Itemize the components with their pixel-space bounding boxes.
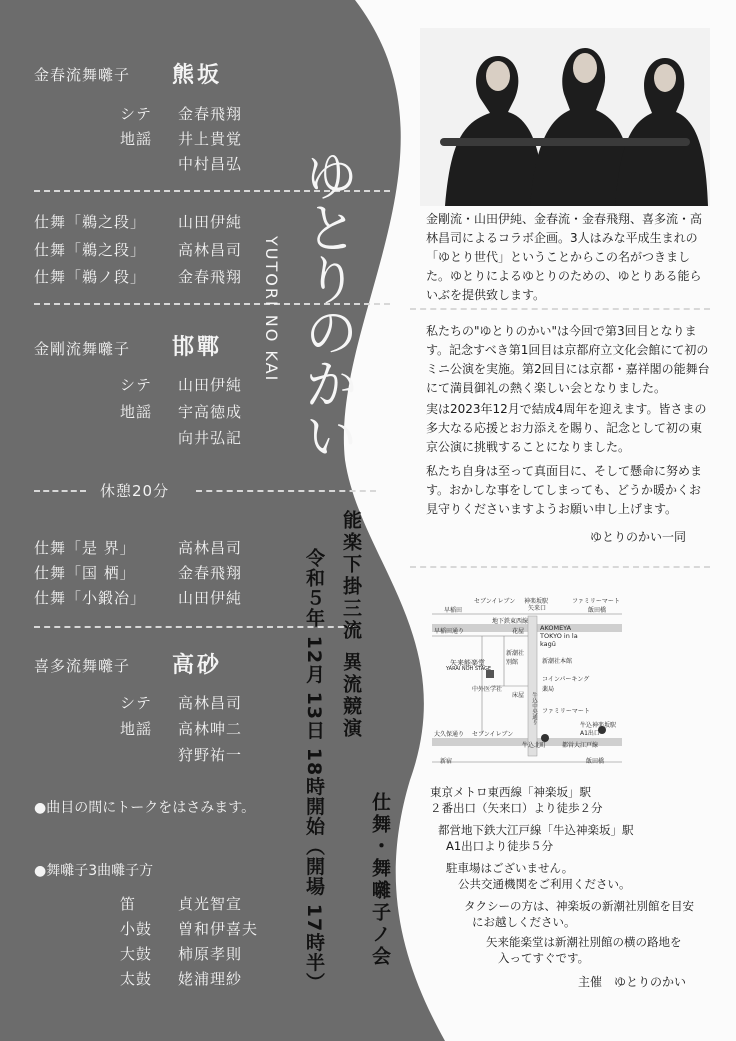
kantan-title: 邯鄲 [172,335,223,360]
map-label: 飯田橋 [586,758,605,765]
map-label: セブンイレブン [472,731,514,738]
message-p1: 私たちの"ゆとりのかい"は今回で第3回目となります。記念すべき第1回目は京都府立文化会館にて初のミニ公演を実施。第2回目には京都・嘉祥閣の能舞台にて満員御礼の熱く楽しい会となりました。 [426,324,710,395]
map-label: 新宿 [440,758,453,765]
map-label: 薬局 [542,686,555,693]
message-p3: 私たち自身は至って真面目に、そして懸命に努めます。おかしな事をしてしまっても、どうか暖かくお見守りくださいますようお願い申し上げます。 [426,464,703,516]
takasago-school: 喜多流舞囃子 [34,657,131,675]
divider-right [196,490,376,492]
map-label: 中外医学社 [472,686,503,693]
takasago-title: 高砂 [172,653,223,678]
map-label: 神楽坂駅 [524,598,549,605]
break-label: 休憩20分 [100,482,170,500]
map-label: 早稲田 [444,607,463,614]
divider [410,308,710,310]
map-label: 飯田橋 [588,607,607,614]
message-signature: ゆとりのかい一同 [590,530,687,544]
message-p2: 実は2023年12月で結成4周年を迎えます。皆さまの多大なる応援とお力添えを賜り、記念として初の東京公演に挑戦することになりました。 [426,402,707,454]
access-line: 都営地下鉄大江戸線「牛込神楽坂」駅 [438,823,634,837]
map-label: コインパーキング [542,676,590,683]
event-date: 令和５年 12月 13日 18時開始（開場 17時半） [303,548,325,993]
map-label: ファミリーマート [542,708,590,715]
access-line: 公共交通機関をご利用ください。 [458,877,631,891]
map-label: 牛込北町 [522,742,547,749]
access-map [432,596,622,774]
event-subtitle: 仕舞・舞囃子ノ会 [369,792,391,968]
kumasaka-title: 熊坂 [172,63,223,88]
map-label: 床屋 [512,692,525,699]
map-label: 大久保通り [434,731,465,738]
access-line: タクシーの方は、神楽坂の新潮社別館を目安 [464,899,694,913]
map-label: ファミリーマート [572,598,620,605]
logo-main: ゆとりのかい [296,148,359,460]
map-label: 新潮社別館 [506,650,525,666]
intro-text: 金剛流・山田伊純、金春流・金春飛翔、喜多流・高林昌司によるコラボ企画。3人はみな平成生まれの「ゆとり世代」ということからこの名がつきました。ゆとりによるゆとりのための、ゆとりある能らいぶを提供致します。 [426,212,703,302]
organizer: 主催 ゆとりのかい [578,975,687,989]
hayashi-title: ●舞囃子3曲囃子方 [34,863,154,879]
kantan-school: 金剛流舞囃子 [34,340,131,358]
map-label: 牛込神楽坂駅 [580,722,617,729]
map-label: A1出口 [580,730,600,737]
divider-left [34,490,86,492]
access-line: 駐車場はございません。 [446,861,574,875]
access-line: A1出口より徒歩５分 [446,839,554,853]
divider [410,566,710,568]
map-label: 地下鉄東西線 [492,618,529,625]
access-line: 東京メトロ東西線「神楽坂」駅 [430,785,591,799]
map-label: 牛込中央通り [531,692,537,725]
map-label: 花屋 [512,628,525,635]
access-line: にお越しください。 [472,915,576,929]
talk-note: ●曲目の間にトークをはさみます。 [34,800,256,816]
map-label: 矢来能楽堂 [450,659,485,667]
map-label: 早稲田通り [434,628,465,635]
map-label: AKOMEYA TOKYO in la kagū [540,624,578,648]
kumasaka-school: 金春流舞囃子 [34,66,131,84]
access-line: 矢来能楽堂は新潮社別館の横の路地を [486,935,682,949]
map-label: YARAI NOH STAGE [446,666,492,672]
map-label: 矢来口 [528,605,547,612]
map-label: 都営大江戸線 [562,742,599,749]
access-line: 入ってすぐです。 [498,951,590,965]
performers-photo [420,28,710,206]
map-label: 新潮社本館 [542,658,573,665]
map-label: セブンイレブン [474,598,516,605]
access-line: ２番出口（矢来口）より徒歩２分 [430,801,603,815]
event-title: 能楽下掛三流 異流競演 [340,510,362,740]
logo-roman: YUTORI NO KAI [262,236,281,383]
